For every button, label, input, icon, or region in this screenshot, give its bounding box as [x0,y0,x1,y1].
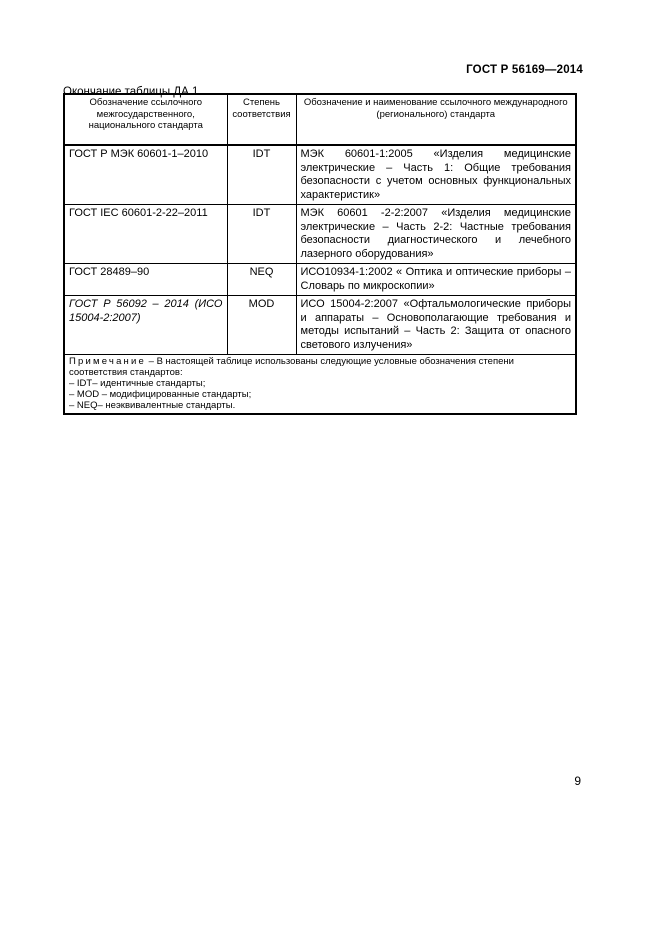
note-item: – IDT– идентичные стандарты; [69,378,206,389]
degree-cell: IDT [227,145,296,205]
column-header-national-standard: Обозначение ссылочного межгосударственного, национального стандарта [64,94,227,145]
table-row [64,264,576,296]
degree-cell: NEQ [227,264,296,296]
national-standard-cell: ГОСТ 28489–90 [64,264,227,296]
note-title: Примечание [69,356,146,367]
table-header-row [64,94,576,145]
table-row [64,205,576,264]
international-standard-cell: ИСО10934-1:2002 « Оптика и оптические приборы – Словарь по микроскопии» [296,264,576,296]
table-row [64,296,576,355]
table-note-row [64,355,576,415]
page-number: 9 [574,774,581,788]
column-header-international-standard: Обозначение и наименование ссылочного международного (регионального) стандарта [296,94,576,145]
column-header-degree: Степень соответствия [227,94,296,145]
reference-standards-table [63,93,577,415]
note-item: – MOD – модифицированные стандарты; [69,389,252,400]
international-standard-cell: МЭК 60601-1:2005 «Изделия медицинские электрические – Часть 1: Общие требования безопасности с учетом основных функциональных характеристик» [296,145,576,205]
international-standard-cell: ИСО 15004-2:2007 «Офтальмологические приборы и аппараты – Основополагающие требования и методы испытаний – Часть 2: Защита от опасного светового излучения» [296,296,576,355]
note-intro [69,356,571,378]
table-caption: Окончание таблицы ДА.1 [63,86,199,98]
international-standard-cell: МЭК 60601 -2-2:2007 «Изделия медицинские электрические – Часть 2-2: Частные требования безопасности диагностического и лечебного лазерного оборудования» [296,205,576,264]
national-standard-cell: ГОСТ IEC 60601-2-22–2011 [64,205,227,264]
note-text: – В настоящей таблице использованы следующие условные обозначения степени соответствия стандартов: [69,356,514,378]
degree-cell: MOD [227,296,296,355]
national-standard-cell: ГОСТ Р МЭК 60601-1–2010 [64,145,227,205]
table-note [64,355,576,415]
note-item: – NEQ– неэквивалентные стандарты. [69,400,236,411]
degree-cell: IDT [227,205,296,264]
document-code-header: ГОСТ Р 56169—2014 [466,64,583,76]
national-standard-cell: ГОСТ Р 56092 – 2014 (ИСО 15004-2:2007) [64,296,227,355]
table-row [64,145,576,205]
